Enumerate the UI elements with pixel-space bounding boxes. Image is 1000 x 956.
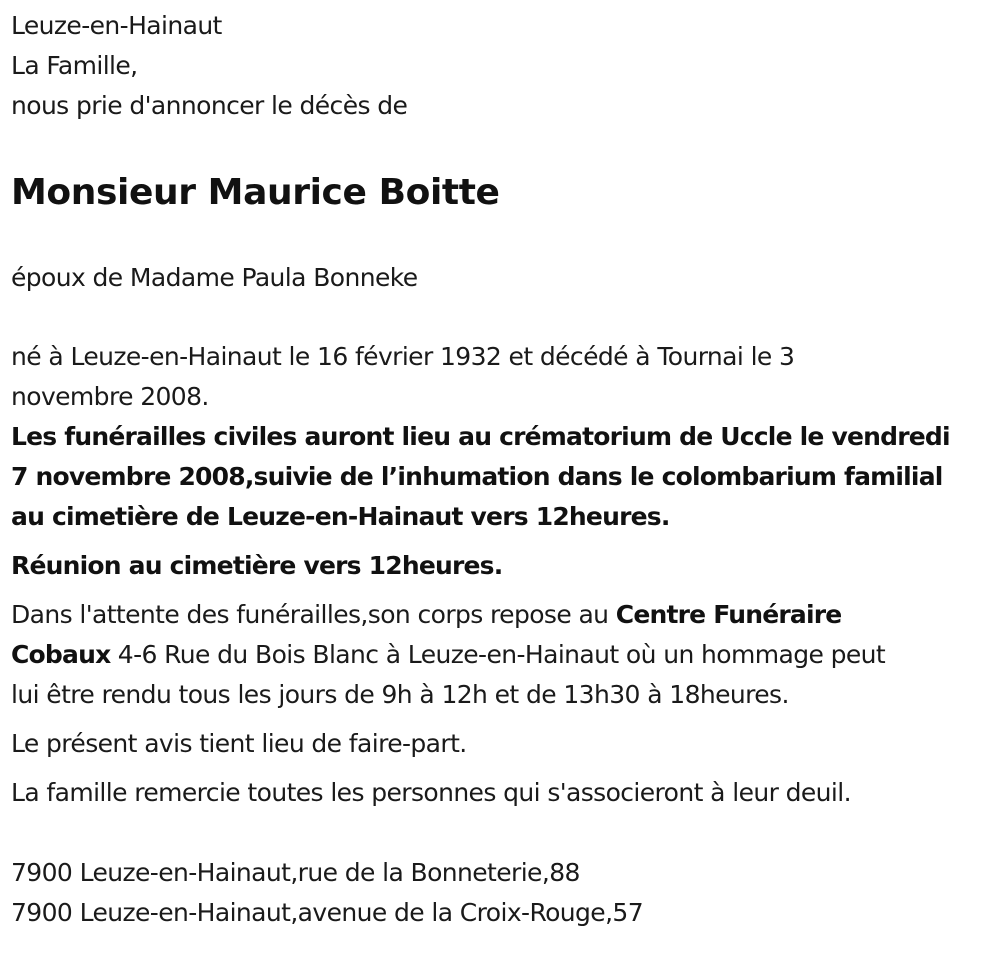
funeral-home-intro: Dans l'attente des funérailles,son corps repose au	[11, 600, 616, 629]
funeral-line-2: 7 novembre 2008,suivie de l’inhumation dans le colombarium familial	[11, 462, 943, 491]
funeral-home-line-3: lui être rendu tous les jours de 9h à 12h et de 13h30 à 18heures.	[11, 680, 789, 709]
funeral-home-line-2	[11, 635, 996, 675]
thanks-line: La famille remercie toutes les personnes qui s'associeront à leur deuil.	[11, 778, 851, 807]
funeral-home-paragraph	[11, 595, 996, 715]
funeral-paragraph	[11, 417, 996, 537]
address-2: 7900 Leuze-en-Hainaut,avenue de la Croix-Rouge,57	[11, 898, 644, 927]
announcement-line: nous prie d'annoncer le décès de	[11, 91, 408, 120]
address-1: 7900 Leuze-en-Hainaut,rue de la Bonneterie,88	[11, 858, 580, 887]
birth-death-line-2: novembre 2008.	[11, 382, 209, 411]
birth-death-paragraph	[11, 337, 996, 417]
funeral-line-3: au cimetière de Leuze-en-Hainaut vers 12heures.	[11, 502, 670, 531]
funeral-home-name-part-2: Cobaux	[11, 640, 111, 669]
reunion-paragraph	[11, 546, 996, 586]
funeral-home-name-part-1: Centre Funéraire	[615, 600, 842, 629]
funeral-line-1: Les funérailles civiles auront lieu au crématorium de Uccle le vendredi	[11, 422, 950, 451]
town-name: Leuze-en-Hainaut	[11, 11, 222, 40]
addresses-block	[11, 853, 996, 933]
funeral-home-address: 4-6 Rue du Bois Blanc à Leuze-en-Hainaut où un hommage peut	[110, 640, 886, 669]
reunion-line: Réunion au cimetière vers 12heures.	[11, 551, 503, 580]
spouse-line: époux de Madame Paula Bonneke	[11, 263, 418, 292]
faire-part-line: Le présent avis tient lieu de faire-part.	[11, 729, 467, 758]
family-line: La Famille,	[11, 51, 138, 80]
death-notice	[11, 6, 996, 933]
faire-part-paragraph	[11, 724, 996, 764]
funeral-home-line-1	[11, 595, 996, 635]
deceased-name: Monsieur Maurice Boitte	[11, 172, 500, 213]
thanks-paragraph	[11, 773, 996, 813]
birth-death-line-1: né à Leuze-en-Hainaut le 16 février 1932 et décédé à Tournai le 3	[11, 342, 795, 371]
